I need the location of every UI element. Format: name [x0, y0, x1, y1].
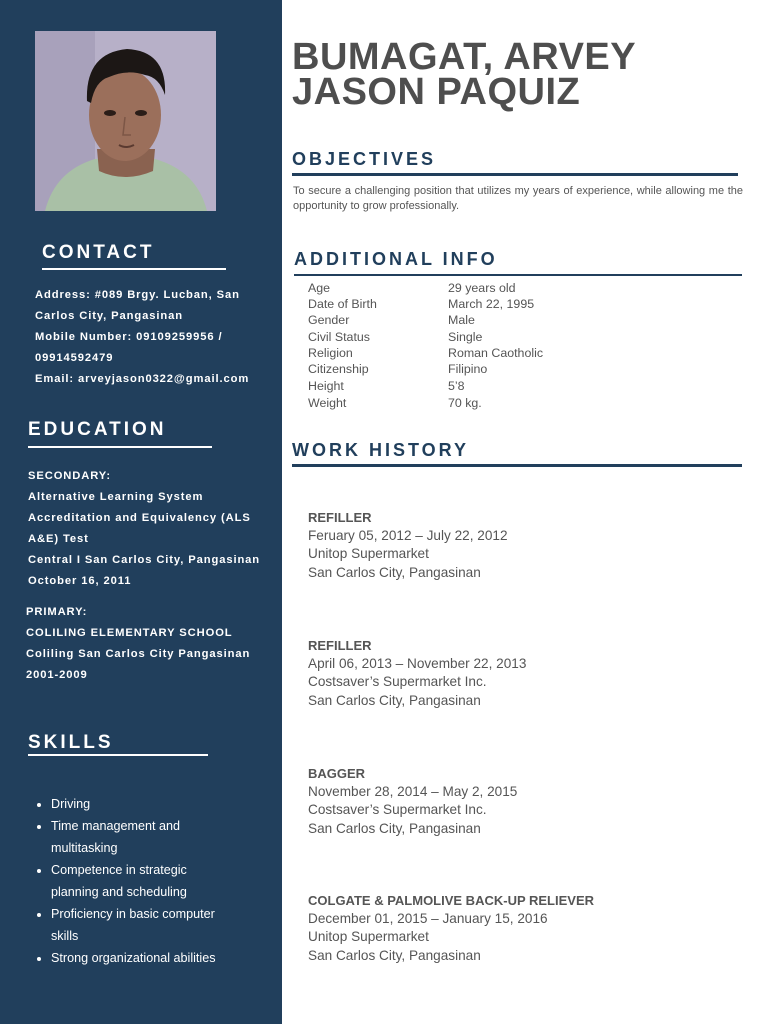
- education-line: PRIMARY:: [26, 606, 88, 618]
- job-title: COLGATE & PALMOLIVE BACK-UP RELIEVER: [308, 893, 595, 908]
- job-entry: [308, 765, 748, 838]
- info-value: 5’8: [448, 379, 465, 393]
- education-line: 2001-2009: [26, 669, 88, 681]
- job-location: San Carlos City, Pangasinan: [308, 564, 481, 580]
- info-value: Male: [448, 313, 475, 327]
- objectives-divider: [292, 173, 738, 176]
- info-value: March 22, 1995: [448, 297, 535, 311]
- contact-line: 09914592479: [35, 352, 114, 364]
- info-row-height: [308, 379, 728, 395]
- info-label: Age: [308, 281, 331, 295]
- info-row-age: [308, 281, 728, 297]
- additional-info-heading: ADDITIONAL INFO: [294, 249, 498, 269]
- job-location: San Carlos City, Pangasinan: [308, 692, 481, 708]
- education-line: Accreditation and Equivalency (ALS: [28, 512, 251, 524]
- info-value: 70 kg.: [448, 396, 482, 410]
- skill-item: • Driving: [51, 793, 221, 815]
- job-employer: Costsaver’s Supermarket Inc.: [308, 674, 487, 690]
- contact-line: Mobile Number: 09109259956 /: [35, 331, 223, 343]
- info-label: Civil Status: [308, 330, 370, 344]
- sidebar: [0, 0, 282, 1024]
- job-entry: [308, 509, 748, 582]
- name-line-2: JASON PAQUIZ: [292, 71, 581, 113]
- info-value: Single: [448, 330, 483, 344]
- job-dates: November 28, 2014 – May 2, 2015: [308, 784, 518, 799]
- job-employer: Unitop Supermarket: [308, 546, 429, 562]
- education-heading: EDUCATION: [28, 419, 167, 440]
- job-title: REFILLER: [308, 510, 372, 525]
- skills-divider: [28, 754, 208, 756]
- info-row-civil-status: [308, 330, 728, 346]
- info-row-citizenship: [308, 362, 728, 378]
- education-primary: [26, 602, 250, 686]
- job-dates: April 06, 2013 – November 22, 2013: [308, 656, 527, 671]
- additional-info-divider: [294, 274, 742, 276]
- education-line: Coliling San Carlos City Pangasinan: [26, 648, 251, 660]
- skill-item: • Time management and multitasking: [51, 815, 221, 859]
- education-line: Alternative Learning System: [28, 491, 204, 503]
- contact-heading: CONTACT: [42, 242, 155, 263]
- skill-item: • Proficiency in basic computer skills: [51, 903, 221, 947]
- info-value: Filipino: [448, 362, 488, 376]
- contact-email: Email: arveyjason0322@gmail.com: [35, 373, 250, 385]
- job-title: REFILLER: [308, 638, 372, 653]
- job-employer: Unitop Supermarket: [308, 929, 429, 945]
- info-label: Weight: [308, 396, 347, 410]
- education-line: Central I San Carlos City, Pangasinan: [28, 554, 261, 566]
- education-line: SECONDARY:: [28, 470, 111, 482]
- job-entry: [308, 892, 748, 965]
- job-location: San Carlos City, Pangasinan: [308, 947, 481, 963]
- portrait-image: [35, 31, 216, 211]
- contact-line: Carlos City, Pangasinan: [35, 310, 183, 322]
- info-label: Citizenship: [308, 362, 369, 376]
- job-employer: Costsaver’s Supermarket Inc.: [308, 802, 487, 818]
- job-dates: Feruary 05, 2012 – July 22, 2012: [308, 528, 508, 543]
- info-label: Height: [308, 379, 344, 393]
- objective-text: To secure a challenging position that utilizes my years of experience, while allowing me the opportunity to grow professionally.: [293, 185, 743, 212]
- objectives-heading: OBJECTIVES: [292, 149, 437, 169]
- candidate-name: [292, 36, 637, 113]
- profile-photo: [35, 31, 216, 211]
- info-row-religion: [308, 346, 728, 362]
- job-title: BAGGER: [308, 766, 366, 781]
- job-entry: [308, 637, 748, 710]
- info-row-gender: [308, 313, 728, 329]
- job-location: San Carlos City, Pangasinan: [308, 820, 481, 836]
- info-value: Roman Caotholic: [448, 346, 544, 360]
- contact-divider: [42, 268, 226, 270]
- info-value: 29 years old: [448, 281, 516, 295]
- skill-item: • Strong organizational abilities: [51, 947, 221, 969]
- education-divider: [28, 446, 212, 448]
- education-line: October 16, 2011: [28, 575, 132, 587]
- work-history-heading: WORK HISTORY: [292, 440, 470, 460]
- education-line: A&E) Test: [28, 533, 89, 545]
- info-row-dob: [308, 297, 728, 313]
- contact-line: Address: #089 Brgy. Lucban, San: [35, 289, 240, 301]
- skills-list: [31, 793, 221, 969]
- info-label: Date of Birth: [308, 297, 377, 311]
- contact-details: [35, 285, 249, 390]
- job-dates: December 01, 2015 – January 15, 2016: [308, 911, 548, 926]
- name-line-1: BUMAGAT, ARVEY: [292, 36, 637, 78]
- skills-heading: SKILLS: [28, 732, 114, 753]
- info-row-weight: [308, 396, 728, 412]
- education-line: COLILING ELEMENTARY SCHOOL: [26, 627, 233, 639]
- work-history-divider: [292, 464, 742, 467]
- skill-item: • Competence in strategic planning and scheduling: [51, 859, 221, 903]
- info-label: Gender: [308, 313, 350, 327]
- info-label: Religion: [308, 346, 353, 360]
- education-secondary: [28, 466, 260, 592]
